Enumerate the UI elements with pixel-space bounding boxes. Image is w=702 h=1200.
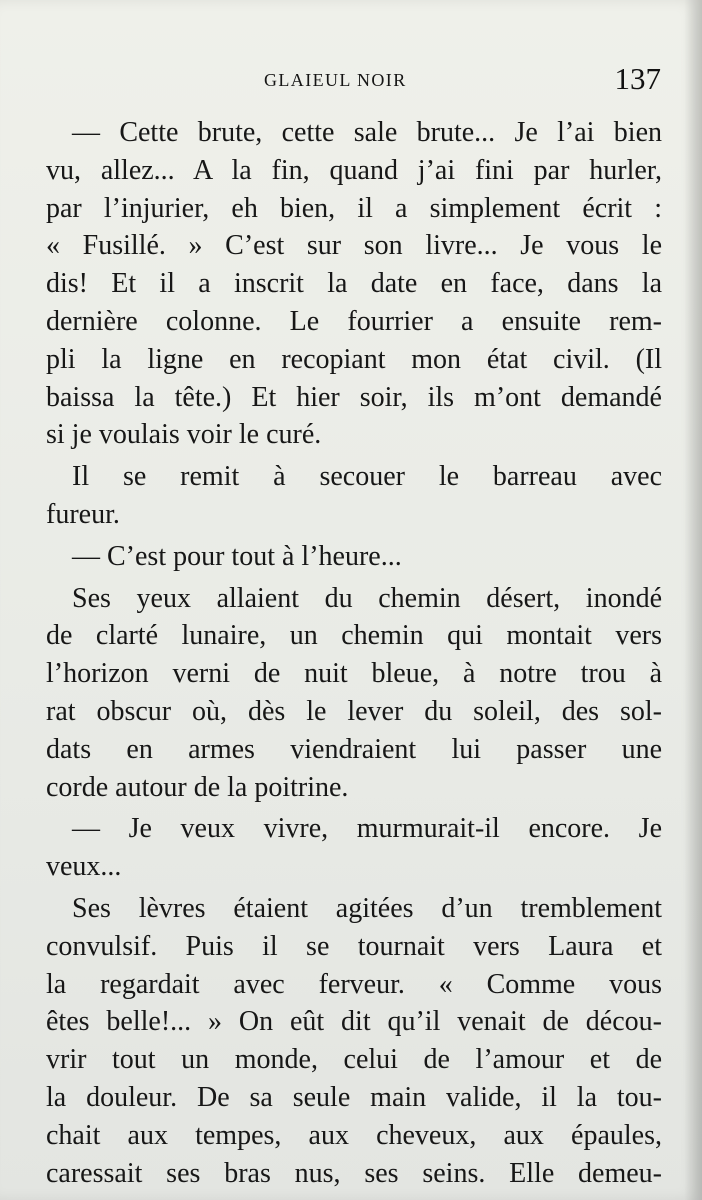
text-line: l’horizon verni de nuit bleue, à notre trou à [46,658,662,690]
text-line: — C’est pour tout à l’heure... [72,540,402,572]
text-line: êtes belle!... » On eût dit qu’il venait de décou- [46,1006,662,1038]
text-line: rat obscur où, dès le lever du soleil, des sol- [46,695,662,727]
text-line: par l’injurier, eh bien, il a simplement écrit : [46,192,662,224]
text-line: caressait ses bras nus, ses seins. Elle demeu- [46,1157,662,1189]
text-line: dis! Et il a inscrit la date en face, dans la [46,268,662,300]
text-line: — Cette brute, cette sale brute... Je l’ai bien [72,117,662,148]
text-line: de clarté lunaire, un chemin qui montait vers [46,620,662,652]
text-line: vu, allez... A la fin, quand j’ai fini par hurler, [46,154,662,186]
text-line: convulsif. Puis il se tournait vers Laura et [46,930,662,962]
text-line: baissa la tête.) Et hier soir, ils m’ont demandé [46,381,662,413]
text-line: veux... [46,851,122,883]
text-line: Ses yeux allaient du chemin désert, inondé [72,582,662,614]
text-line: vrir tout un monde, celui de l’amour et de [46,1044,662,1076]
text-line: corde autour de la poitrine. [46,771,349,803]
running-title: GLAIEUL NOIR [264,70,407,90]
text-line: si je voulais voir le curé. [46,419,322,451]
page-header [0,58,702,102]
page-edge-shadow [684,0,702,1200]
text-line: pli la ligne en recopiant mon état civil. (Il [46,343,662,375]
text-line: Ses lèvres étaient agitées d’un tremblement [72,892,662,924]
text-line: Il se remit à secouer le barreau avec [72,461,662,493]
text-line: dernière colonne. Le fourrier a ensuite rem- [46,305,662,337]
page-number: 137 [614,61,661,96]
text-line: dats en armes viendraient lui passer une [46,733,662,765]
body-text [46,114,662,1192]
text-line: — Je veux vivre, murmurait-il encore. Je [72,813,662,845]
text-line: la regardait avec ferveur. « Comme vous [46,968,662,1000]
text-line: chait aux tempes, aux cheveux, aux épaules, [46,1119,662,1151]
text-line: « Fusillé. » C’est sur son livre... Je vous le [46,230,662,262]
text-line: la douleur. De sa seule main valide, il la tou- [46,1081,662,1113]
text-line: fureur. [46,498,120,530]
